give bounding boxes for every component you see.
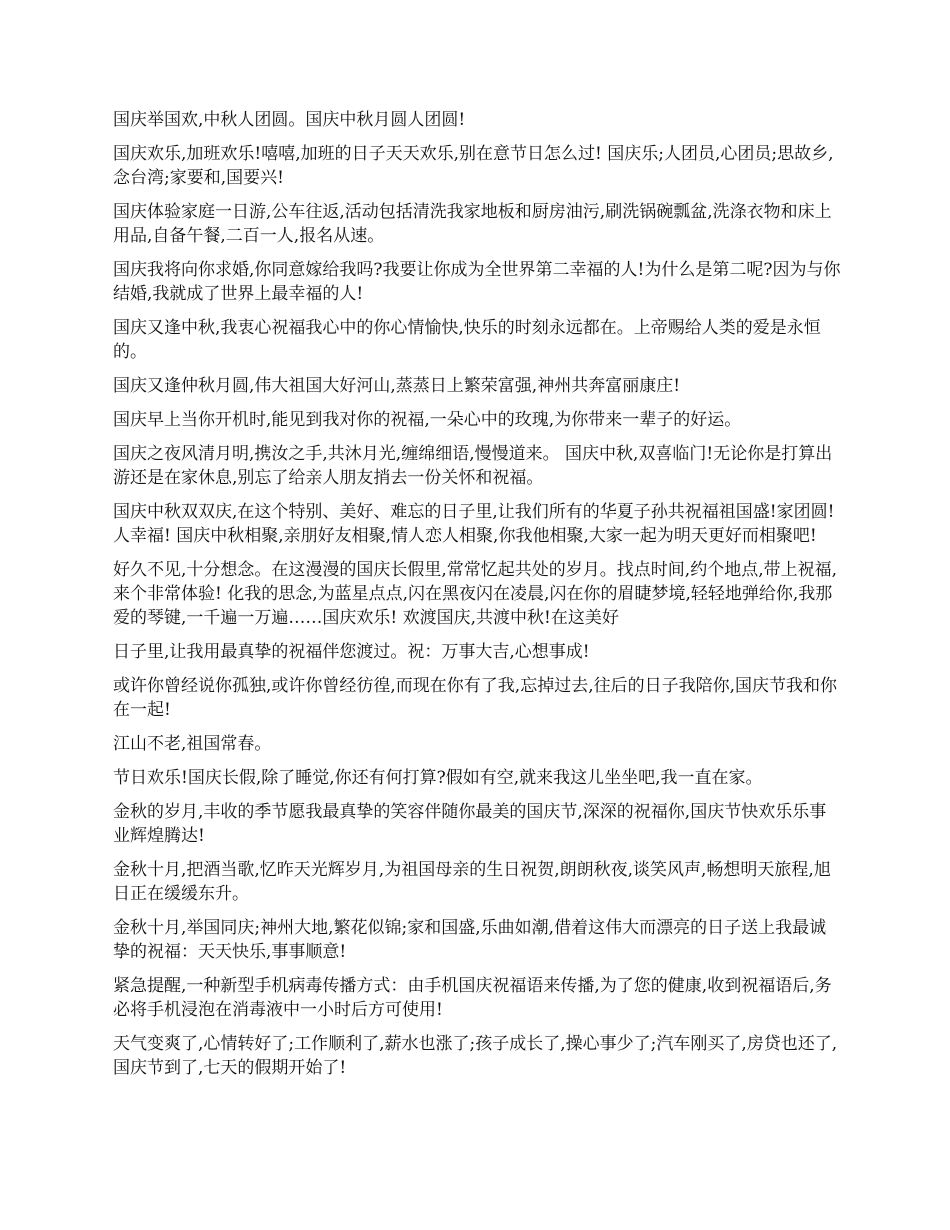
paragraph-10: 好久不见,十分想念。在这漫漫的国庆长假里,常常忆起共处的岁月。找点时间,约个地点,带上祝福,来个非常体验! 化我的思念,为蓝星点点,闪在黑夜闪在凌晨,闪在你的眉睫梦境,轻轻地弹给你,我那爱的琴键,一千遍一万遍……国庆欢乐! 欢渡国庆,共渡中秋!在这美好 bbox=[113, 560, 838, 628]
paragraph-2: 国庆欢乐,加班欢乐!嘻嘻,加班的日子天天欢乐,别在意节日怎么过! 国庆乐;人团员,心团员;思故乡,念台湾;家要和,国要兴! bbox=[113, 144, 834, 188]
paragraph-14: 节日欢乐!国庆长假,除了睡觉,你还有何打算?假如有空,就来我这儿坐坐吧,我一直在家。 bbox=[113, 768, 763, 788]
paragraph-18: 紧急提醒,一种新型手机病毒传播方式：由手机国庆祝福语来传播,为了您的健康,收到祝福语后,务必将手机浸泡在消毒液中一小时后方可使用! bbox=[113, 976, 832, 1020]
paragraph-17: 金秋十月,举国同庆;神州大地,繁花似锦;家和国盛,乐曲如潮,借着这伟大而漂亮的日子送上我最诚挚的祝福：天天快乐,事事顺意! bbox=[113, 918, 827, 962]
paragraph-8: 国庆之夜风清月明,携汝之手,共沐月光,缠绵细语,慢慢道来。 国庆中秋,双喜临门!无论你是打算出游还是在家休息,别忘了给亲人朋友捎去一份关怀和祝福。 bbox=[113, 444, 833, 488]
paragraph-19: 天气变爽了,心情转好了;工作顺利了,薪水也涨了;孩子成长了,操心事少了;汽车刚买了,房贷也还了,国庆节到了,七天的假期开始了! bbox=[113, 1034, 838, 1078]
paragraph-15: 金秋的岁月,丰收的季节愿我最真挚的笑容伴随你最美的国庆节,深深的祝福你,国庆节快欢乐乐事业辉煌腾达! bbox=[113, 802, 827, 846]
document-body bbox=[113, 108, 841, 1090]
paragraph-6: 国庆又逢仲秋月圆,伟大祖国大好河山,蒸蒸日上繁荣富强,神州共奔富丽康庄! bbox=[113, 376, 681, 396]
paragraph-7: 国庆早上当你开机时,能见到我对你的祝福,一朵心中的玫瑰,为你带来一辈子的好运。 bbox=[113, 410, 742, 430]
paragraph-13: 江山不老,祖国常春。 bbox=[113, 734, 272, 754]
paragraph-4: 国庆我将向你求婚,你同意嫁给我吗?我要让你成为全世界第二幸福的人!为什么是第二呢?因为与你结婚,我就成了世界上最幸福的人! bbox=[113, 260, 841, 304]
paragraph-1: 国庆举国欢,中秋人团圆。国庆中秋月圆人团圆! bbox=[113, 110, 466, 130]
paragraph-9: 国庆中秋双双庆,在这个特别、美好、难忘的日子里,让我们所有的华夏子孙共祝福祖国盛!家团圆!人幸福! 国庆中秋相聚,亲朋好友相聚,情人恋人相聚,你我他相聚,大家一起为明天更好而相聚吧! bbox=[113, 502, 835, 546]
paragraph-16: 金秋十月,把酒当歌,忆昨天光辉岁月,为祖国母亲的生日祝贺,朗朗秋夜,谈笑风声,畅想明天旅程,旭日正在缓缓东升。 bbox=[113, 860, 831, 904]
paragraph-11: 日子里,让我用最真挚的祝福伴您渡过。祝：万事大吉,心想事成! bbox=[113, 642, 590, 662]
paragraph-3: 国庆体验家庭一日游,公车往返,活动包括清洗我家地板和厨房油污,刷洗锅碗瓢盆,洗涤衣物和床上用品,自备午餐,二百一人,报名从速。 bbox=[113, 202, 832, 246]
paragraph-5: 国庆又逢中秋,我衷心祝福我心中的你心情愉快,快乐的时刻永远都在。上帝赐给人类的爱是永恒的。 bbox=[113, 318, 821, 362]
paragraph-12: 或许你曾经说你孤独,或许你曾经彷徨,而现在你有了我,忘掉过去,往后的日子我陪你,国庆节我和你在一起! bbox=[113, 676, 838, 720]
